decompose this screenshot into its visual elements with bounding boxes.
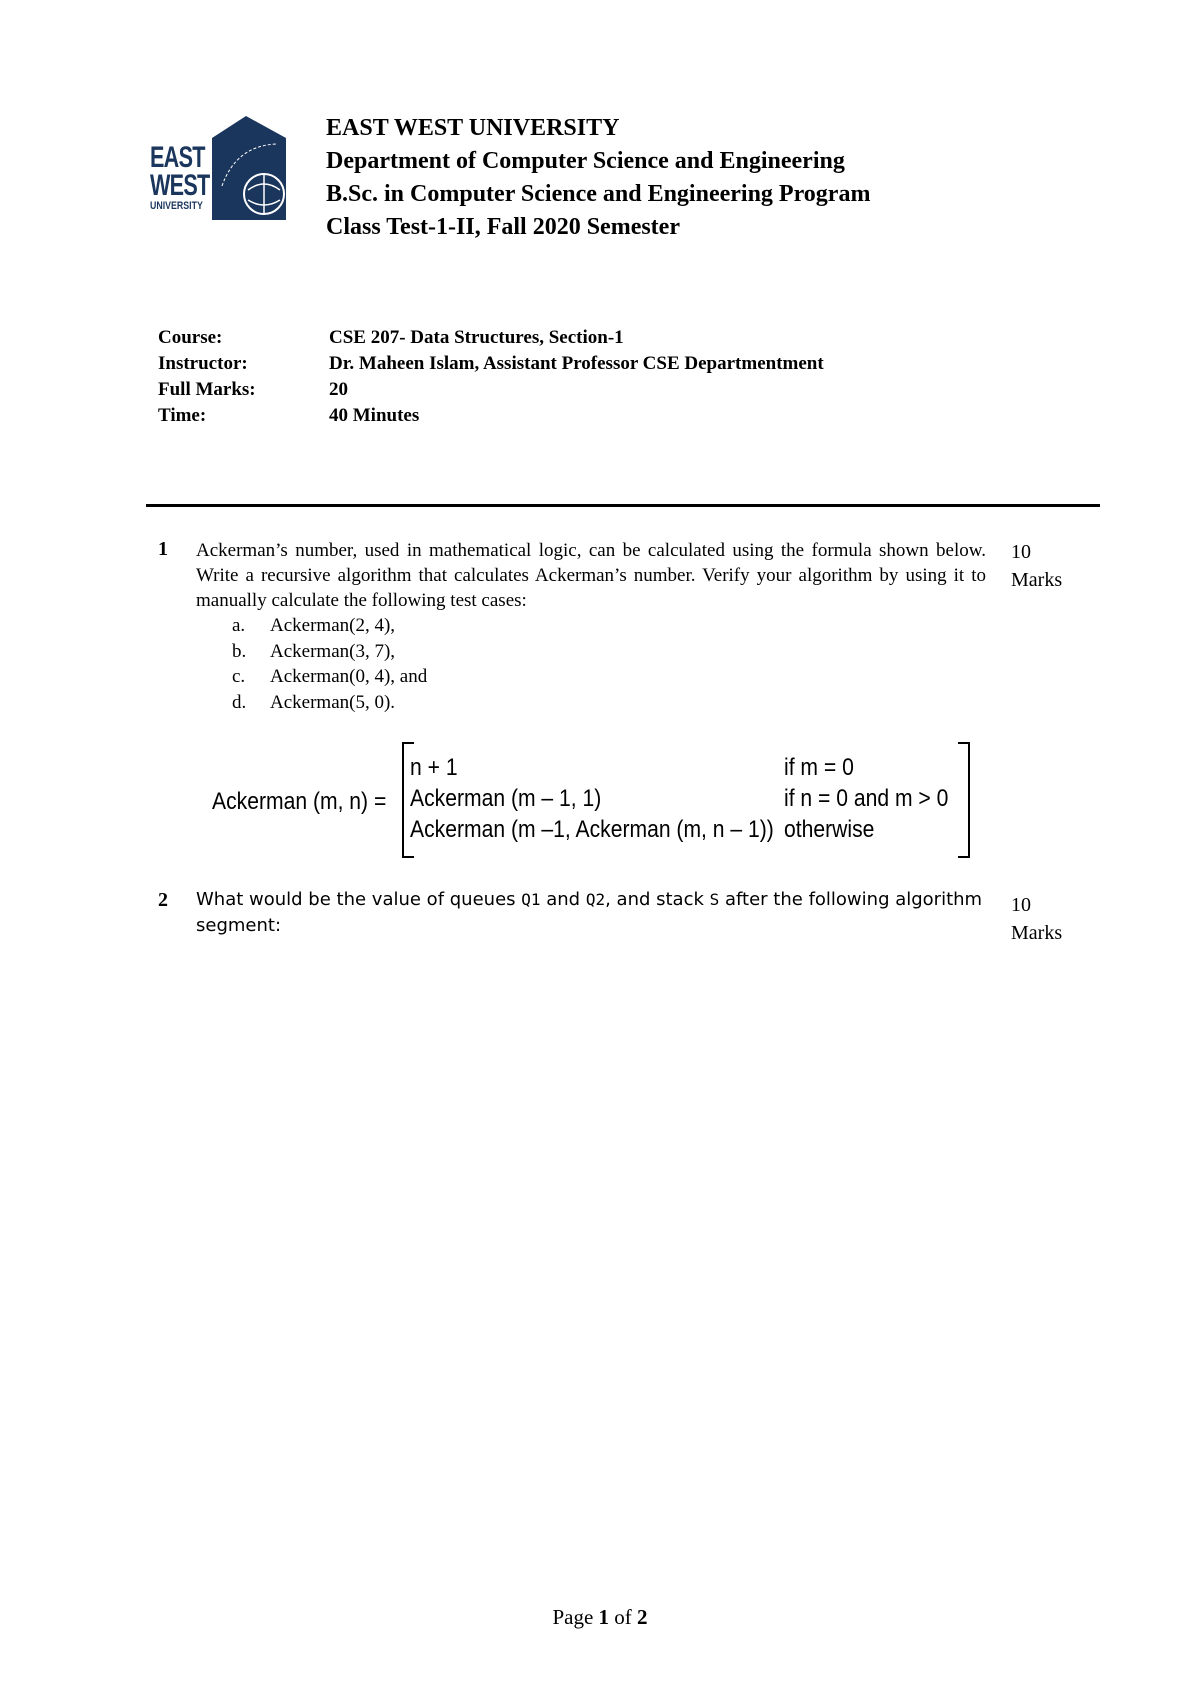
formula-case-condition: if m = 0 (784, 754, 854, 781)
info-value: CSE 207- Data Structures, Section-1 (329, 327, 624, 348)
logo-emblem-icon (212, 116, 292, 220)
page-number: Page 1 of 2 (552, 1605, 648, 1629)
university-name: EAST WEST UNIVERSITY (326, 115, 620, 141)
program-name: B.Sc. in Computer Science and Engineering Program (326, 181, 871, 207)
formula-case-expr: Ackerman (m – 1, 1) (410, 785, 602, 812)
university-logo (150, 116, 290, 222)
info-value: 40 Minutes (329, 405, 420, 426)
logo-wordmark: EAST WEST (150, 141, 210, 202)
question-2-marks: 10 Marks (1011, 894, 1063, 944)
exam-title: Class Test-1-II, Fall 2020 Semester (326, 214, 680, 240)
horizontal-divider (146, 504, 1100, 507)
info-label: Full Marks: (158, 379, 256, 400)
logo-subtext: UNIVERSITY (150, 200, 203, 212)
formula-case-condition: if n = 0 and m > 0 (784, 785, 949, 812)
info-label: Course: (158, 327, 223, 348)
formula-case-expr: n + 1 (410, 754, 458, 781)
info-value: 20 (329, 379, 348, 400)
formula-case-condition: otherwise (784, 816, 875, 843)
question-1-number: 1 (158, 538, 168, 560)
department-name: Department of Computer Science and Engineering (326, 148, 845, 174)
formula-right-bracket (958, 742, 970, 858)
formula-case-expr: Ackerman (m –1, Ackerman (m, n – 1)) (410, 816, 774, 843)
exam-page: EAST WEST UNIVERSITY EAST WEST UNIVERSITY Department of Computer Science and Engineering B.Sc. in Computer Science and Engineering Program Class Test-1-II, Fall 2020 Semester Course: CSE 207- Data Structures, Section-1 Instructor: Dr. Maheen Islam, Assistant Professor CSE Departmentment Full Marks: 20 Time: 40 Minutes 1 Ackerman’s number, used in mathematical logic, can be calculated using the formula shown below. Write a recursive algorithm that calculates Ackerman’s number. Verify your algorithm by using it to manually calculate the following test cases: 10 Marks a. Ackerman(2, 4), b. Ackerman(3, 7), c. Ackerman(0, 4), and d. Ackerman(5, 0). Ackerman (m, n) = n + 1 if m = 0 Ackerman (m – 1, 1) if n = 0 and m > 0 Ackerman (m –1, Ackerman (m, n – 1)) otherwise 2 What would be the value of queues Q1 and Q2, and stack S after the following algorithm segment: 10 Marks Page 1 of 2 (0, 0, 1200, 1696)
info-value: Dr. Maheen Islam, Assistant Professor CSE Departmentment (329, 353, 824, 374)
question-2-text: What would be the value of queues Q1 and Q2, and stack S after the following algorithm segment: (196, 889, 983, 936)
exam-header (326, 112, 870, 244)
question-1-text: Ackerman’s number, used in mathematical logic, can be calculated using the formula shown below. Write a recursive algorithm that calculates Ackerman’s number. Verify your algorithm by using it to manually calculate the following test cases: (196, 540, 986, 611)
question-2-number: 2 (158, 889, 168, 911)
ackerman-formula (212, 740, 972, 858)
question-1-marks: 10 Marks (1011, 541, 1063, 591)
info-label: Instructor: (158, 353, 248, 374)
formula-lhs: Ackerman (m, n) = (212, 788, 387, 815)
info-label: Time: (158, 405, 207, 426)
